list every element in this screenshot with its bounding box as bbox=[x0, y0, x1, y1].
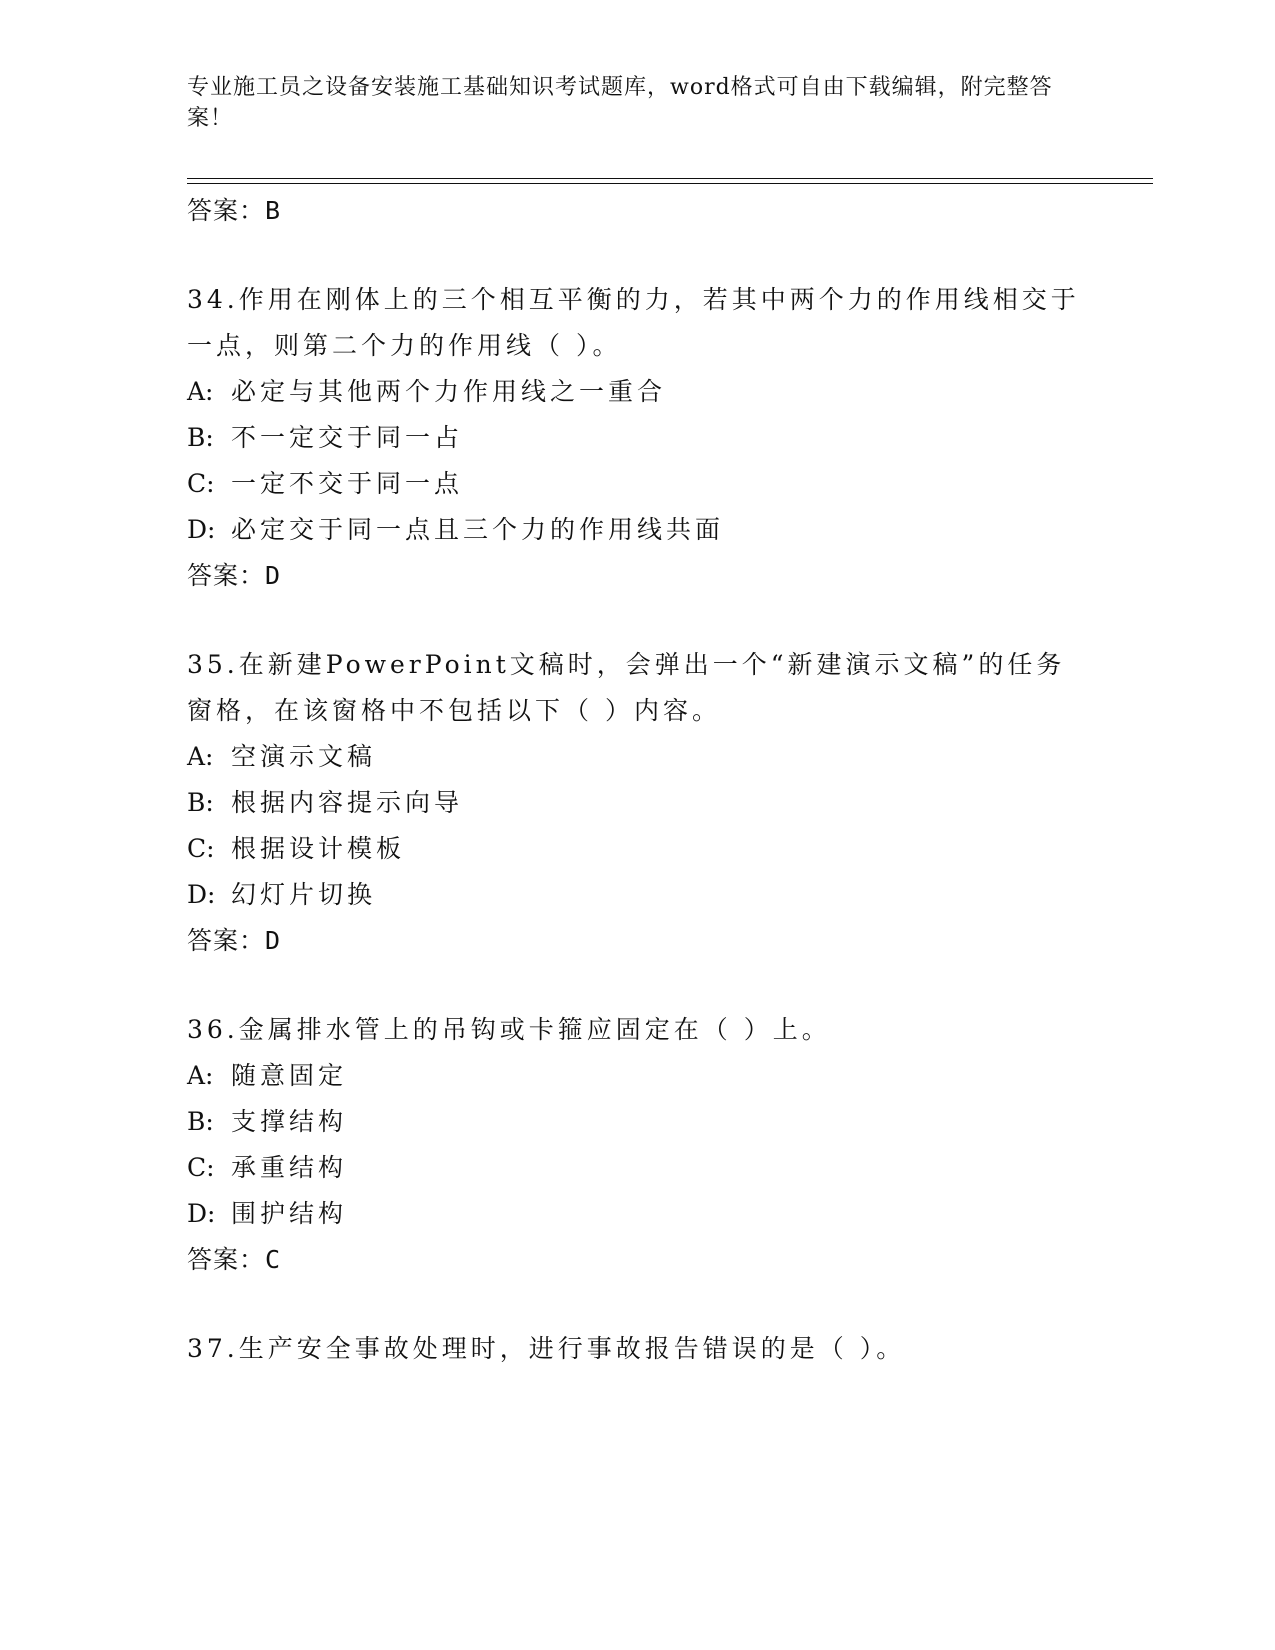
option-key: C: bbox=[187, 1153, 215, 1182]
option-key: D: bbox=[187, 1199, 216, 1228]
option-key: C: bbox=[187, 469, 215, 498]
option-text: 不一定交于同一占 bbox=[231, 423, 464, 452]
option-text: 幻灯片切换 bbox=[231, 880, 377, 909]
option-text: 根据内容提示向导 bbox=[231, 788, 464, 817]
option-a bbox=[187, 369, 1087, 415]
question-text-line: 35.在新建PowerPoint文稿时，会弹出一个“新建演示文稿”的任务 bbox=[187, 650, 1066, 679]
option-c bbox=[187, 1145, 1087, 1191]
answer-value: B bbox=[265, 196, 282, 225]
option-text: 一定不交于同一点 bbox=[231, 469, 464, 498]
answer-label: 答案： bbox=[187, 561, 266, 590]
option-text: 空演示文稿 bbox=[231, 742, 377, 771]
page-header: 专业施工员之设备安装施工基础知识考试题库，word格式可自由下载编辑，附完整答案！ bbox=[187, 75, 1053, 131]
option-text: 根据设计模板 bbox=[231, 834, 406, 863]
question-text-line: 窗格，在该窗格中不包括以下（ ）内容。 bbox=[187, 696, 721, 725]
answer-line bbox=[187, 553, 1087, 599]
question-text-line: 一点，则第二个力的作用线（ ）。 bbox=[187, 331, 622, 360]
question-37 bbox=[187, 1326, 1087, 1372]
question-text-line: 34.作用在刚体上的三个相互平衡的力，若其中两个力的作用线相交于 bbox=[187, 285, 1080, 314]
option-key: B: bbox=[187, 1107, 214, 1136]
option-c bbox=[187, 461, 1087, 507]
option-key: D: bbox=[187, 515, 216, 544]
question-34 bbox=[187, 277, 1087, 599]
option-c bbox=[187, 826, 1087, 872]
option-b bbox=[187, 780, 1087, 826]
answer-value: C bbox=[265, 1245, 282, 1274]
option-text: 必定交于同一点且三个力的作用线共面 bbox=[231, 515, 725, 544]
option-key: B: bbox=[187, 423, 214, 452]
option-b bbox=[187, 1099, 1087, 1145]
option-d bbox=[187, 507, 1087, 553]
answer-label: 答案： bbox=[187, 196, 266, 225]
option-key: C: bbox=[187, 834, 215, 863]
answer-label: 答案： bbox=[187, 926, 266, 955]
header-rule-top bbox=[187, 178, 1153, 179]
question-36 bbox=[187, 1007, 1087, 1283]
question-text-line: 36.金属排水管上的吊钩或卡箍应固定在（ ）上。 bbox=[187, 1015, 831, 1044]
option-a bbox=[187, 1053, 1087, 1099]
option-text: 必定与其他两个力作用线之一重合 bbox=[231, 377, 667, 406]
question-35 bbox=[187, 642, 1087, 964]
header-rule-bottom bbox=[187, 183, 1153, 184]
option-key: B: bbox=[187, 788, 214, 817]
answer-line bbox=[187, 188, 1087, 234]
question-list bbox=[187, 188, 1087, 1372]
option-key: A: bbox=[187, 742, 214, 771]
option-b bbox=[187, 415, 1087, 461]
option-key: A: bbox=[187, 377, 214, 406]
option-key: A: bbox=[187, 1061, 214, 1090]
option-text: 围护结构 bbox=[231, 1199, 348, 1228]
answer-value: D bbox=[265, 926, 282, 955]
answer-label: 答案： bbox=[187, 1245, 266, 1274]
option-key: D: bbox=[187, 880, 216, 909]
option-text: 支撑结构 bbox=[231, 1107, 348, 1136]
option-a bbox=[187, 734, 1087, 780]
option-d bbox=[187, 1191, 1087, 1237]
option-text: 承重结构 bbox=[231, 1153, 348, 1182]
answer-line bbox=[187, 918, 1087, 964]
answer-value: D bbox=[265, 561, 282, 590]
question-text-line: 37.生产安全事故处理时，进行事故报告错误的是（ ）。 bbox=[187, 1334, 906, 1363]
answer-line bbox=[187, 1237, 1087, 1283]
option-d bbox=[187, 872, 1087, 918]
option-text: 随意固定 bbox=[231, 1061, 348, 1090]
